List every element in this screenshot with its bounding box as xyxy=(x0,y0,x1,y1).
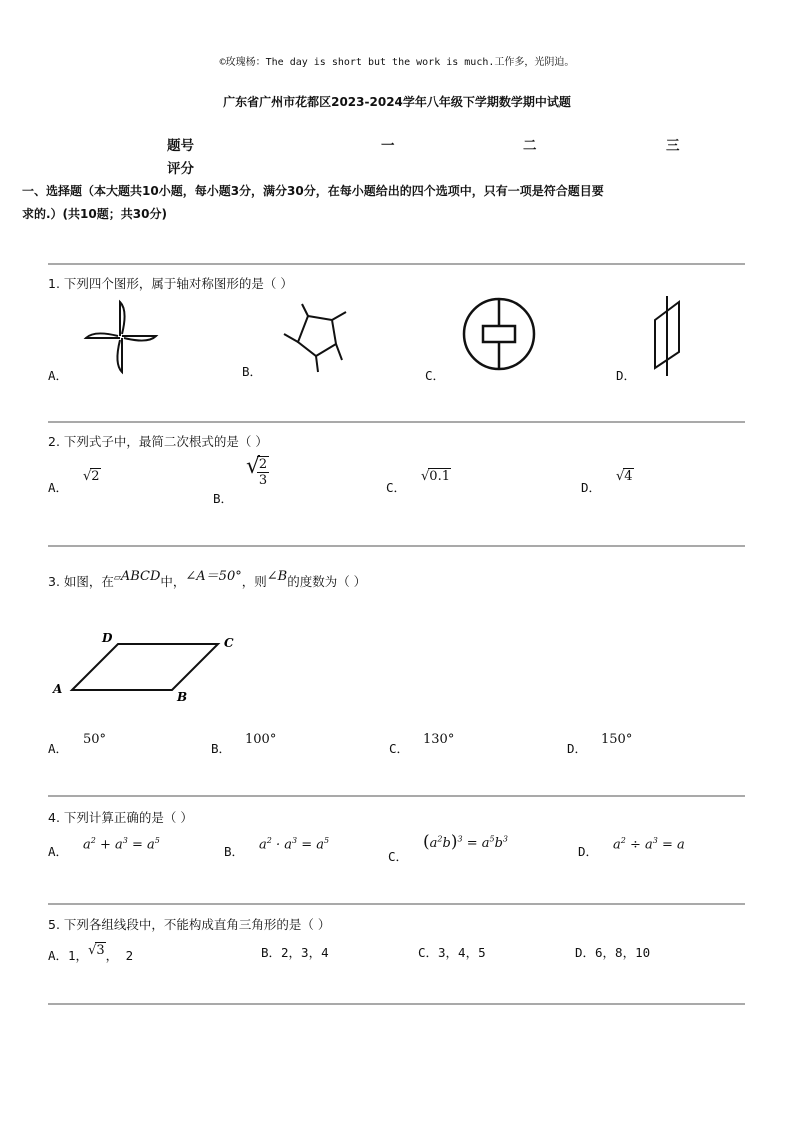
question-1-stem: 1. 下列四个图形，属于轴对称图形的是（ ） xyxy=(48,276,293,291)
q3-angle-a: ∠A＝50° xyxy=(185,569,242,584)
pinwheel-figure xyxy=(82,298,162,378)
q1-option-b[interactable]: B． xyxy=(242,364,263,379)
q3-value-c: 130° xyxy=(423,732,455,747)
q4-option-a[interactable]: A． xyxy=(48,844,69,859)
q3-stem-c: 中， xyxy=(160,574,186,589)
q5-option-c[interactable]: C．3，4，5 xyxy=(418,945,486,960)
q3-option-b[interactable]: B． xyxy=(211,741,232,756)
q2-option-d[interactable]: D． xyxy=(581,480,602,495)
divider xyxy=(48,421,745,423)
question-3-stem xyxy=(48,571,366,590)
vertex-label-c: C xyxy=(224,636,234,650)
q2-sqrt01: √0.1 xyxy=(421,469,450,484)
q3-abcd: ABCD xyxy=(120,569,161,584)
q2-option-c[interactable]: C． xyxy=(386,480,407,495)
q4-expr-a: $a^2 + a^3 = a^5$ xyxy=(83,836,160,853)
table-col-3: 三 xyxy=(666,138,680,154)
parallelogram-axis-figure xyxy=(643,296,691,376)
q3-stem-e: ，则 xyxy=(241,574,267,589)
q2-sqrt4: √4 xyxy=(616,469,633,484)
question-2-stem: 2. 下列式子中，最简二次根式的是（ ） xyxy=(48,434,268,449)
divider xyxy=(48,263,745,265)
question-5-stem: 5. 下列各组线段中，不能构成直角三角形的是（ ） xyxy=(48,917,331,932)
q1-option-d[interactable]: D． xyxy=(616,368,637,383)
coin-figure xyxy=(458,293,540,375)
page-header-watermark: ©玫瑰杨：The day is short but the work is much.工作多，光阴迫。 xyxy=(219,57,575,68)
vertex-label-d: D xyxy=(102,631,113,645)
table-label-question-number: 题号 xyxy=(167,138,194,154)
q1-option-c[interactable]: C． xyxy=(425,368,446,383)
q5-option-d[interactable]: D．6，8，10 xyxy=(575,945,651,960)
q4-expr-c: $(a^2b)^3 = a^5b^3$ xyxy=(423,832,508,852)
q2-option-a[interactable]: A． xyxy=(48,480,69,495)
q2-fraction xyxy=(257,456,269,488)
q4-option-c[interactable]: C． xyxy=(388,849,409,864)
table-col-2: 二 xyxy=(523,138,537,154)
q1-option-a[interactable]: A． xyxy=(48,368,69,383)
divider xyxy=(48,1003,745,1005)
vertex-label-b: B xyxy=(177,690,188,704)
q5-sqrt3: √3 xyxy=(88,943,105,958)
divider xyxy=(48,903,745,905)
q2-fraction-numerator: 2 xyxy=(258,457,268,472)
q2-fraction-denominator: 3 xyxy=(258,473,268,488)
q2-sqrt2: √2 xyxy=(83,469,100,484)
parallelogram-symbol-icon: ▱ xyxy=(113,573,121,583)
q3-stem-g: 的度数为（ ） xyxy=(287,574,367,589)
section-heading-line1: 一、选择题（本大题共10小题，每小题3分，满分30分，在每小题给出的四个选项中，只有一项是符合题目要 xyxy=(22,184,604,198)
divider xyxy=(48,545,745,547)
q5-option-a-tail: ， 2 xyxy=(105,948,134,963)
q5-option-a-label: A．1， xyxy=(48,948,89,963)
q4-expr-b: $a^2 \cdot a^3 = a^5$ xyxy=(259,836,330,853)
q2-sqrt-fraction-radical: √ xyxy=(246,454,261,479)
q3-angle-b: ∠B xyxy=(266,569,288,584)
parallelogram-abcd-diagram xyxy=(50,628,240,708)
exam-title: 广东省广州市花都区2023-2024学年八年级下学期数学期中试题 xyxy=(223,95,571,109)
q4-option-b[interactable]: B． xyxy=(224,844,245,859)
q3-option-c[interactable]: C． xyxy=(389,741,410,756)
q3-option-a[interactable]: A． xyxy=(48,741,69,756)
vertex-label-a: A xyxy=(53,682,63,696)
table-label-score: 评分 xyxy=(167,161,194,177)
q3-option-d[interactable]: D． xyxy=(567,741,588,756)
q4-expr-d: $a^2 \div a^3 = a$ xyxy=(613,836,685,853)
question-4-stem: 4. 下列计算正确的是（ ） xyxy=(48,810,193,825)
q4-option-d[interactable]: D． xyxy=(578,844,599,859)
q2-option-b[interactable]: B． xyxy=(213,491,234,506)
q3-value-d: 150° xyxy=(601,732,633,747)
q3-value-b: 100° xyxy=(245,732,277,747)
q5-option-b[interactable]: B．2，3，4 xyxy=(261,945,329,960)
q5-option-a[interactable] xyxy=(48,943,134,964)
q3-stem-a: 3. 如图，在 xyxy=(48,574,114,589)
q3-value-a: 50° xyxy=(83,732,107,747)
section-heading-line2: 求的.）(共10题；共30分) xyxy=(22,207,167,221)
divider xyxy=(48,795,745,797)
table-col-1: 一 xyxy=(381,138,395,154)
pentagon-figure xyxy=(278,298,358,378)
